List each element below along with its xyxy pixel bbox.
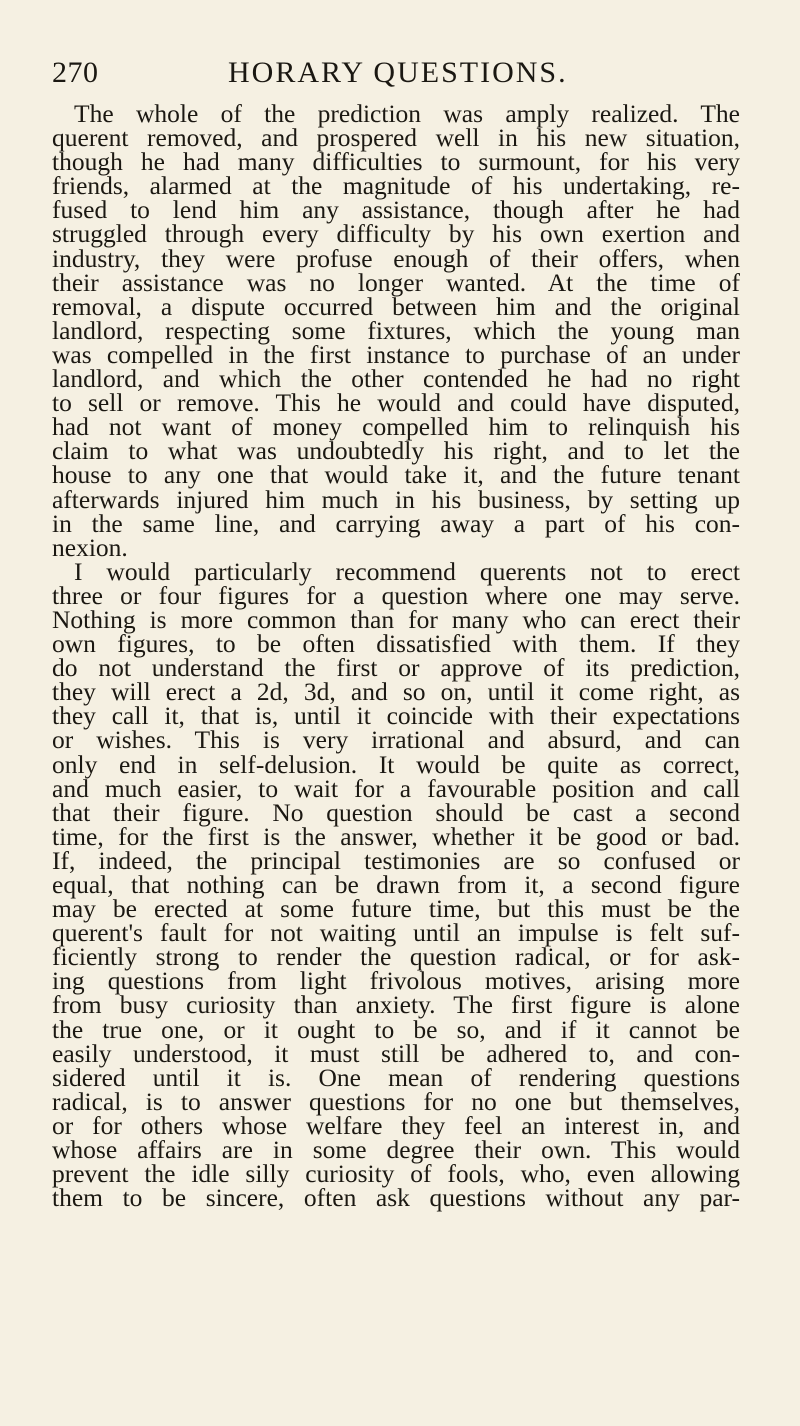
paragraph-line: friends, alarmed at the magnitude of his undertaking, re- — [52, 171, 740, 201]
paragraph-line: whose affairs are in some degree their own. This would — [52, 1135, 740, 1165]
paragraph-line: querent removed, and prospered well in his new situation, — [52, 123, 740, 153]
paragraph-line: house to any one that would take it, and the future tenant — [52, 460, 740, 490]
paragraph-line: nexion. — [52, 532, 128, 562]
paragraph-line: fused to lend him any assistance, though after he had — [52, 195, 740, 225]
page-number: 270 — [52, 56, 99, 89]
paragraph-line: claim to what was undoubtedly his right, and to let the — [52, 436, 740, 466]
paragraph-line: ing questions from light frivolous motives, arising more — [52, 966, 740, 996]
paragraph-line: they will erect a 2d, 3d, and so on, until it come right, as — [52, 677, 740, 707]
paragraph-line: may be erected at some future time, but this must be the — [52, 894, 740, 924]
paragraph-line: had not want of money compelled him to relinquish his — [52, 412, 740, 442]
paragraph-line: do not understand the first or approve of its prediction, — [52, 653, 740, 683]
paragraph-line: sidered until it is. One mean of rendering questions — [52, 1062, 740, 1092]
paragraph-line: only end in self-delusion. It would be quite as correct, — [52, 749, 740, 779]
paragraph-line: the true one, or it ought to be so, and if it cannot be — [52, 1014, 740, 1044]
paragraph-line: The whole of the prediction was amply realized. The — [74, 99, 740, 128]
paragraph-line: easily understood, it must still be adhered to, and con- — [52, 1038, 740, 1068]
paragraph-line: from busy curiosity than anxiety. The first figure is alone — [52, 990, 740, 1020]
paragraph-line: querent's fault for not waiting until an impulse is felt suf- — [52, 918, 740, 948]
paragraph-line: or wishes. This is very irrational and absurd, and can — [52, 725, 740, 755]
paragraph-line: three or four figures for a question where one may serve. — [52, 580, 740, 610]
paragraph-line: I would particularly recommend querents not to erect — [74, 556, 740, 586]
paragraph-line: industry, they were profuse enough of their offers, when — [52, 243, 740, 273]
paragraph-line: and much easier, to wait for a favourable position and call — [52, 773, 740, 803]
paragraph-line: or for others whose welfare they feel an interest in, and — [52, 1110, 740, 1140]
paragraph-line: Nothing is more common than for many who can erect their — [52, 604, 740, 634]
paragraph-line: landlord, and which the other contended he had no right — [52, 364, 740, 394]
paragraph-line: equal, that nothing can be drawn from it, a second figure — [52, 870, 740, 899]
paragraph-line: own figures, to be often dissatisfied with them. If they — [52, 629, 740, 659]
paragraph-line: their assistance was no longer wanted. At the time of — [52, 267, 740, 297]
paragraph-line: If, indeed, the principal testimonies are so confused or — [52, 845, 740, 875]
paragraph-line: them to be sincere, often ask questions without any par- — [52, 1183, 740, 1213]
paragraph-line: time, for the first is the answer, whether it be good or bad. — [52, 821, 740, 851]
running-head — [52, 56, 748, 96]
paragraph-line: that their figure. No question should be cast a second — [52, 797, 740, 827]
paragraph-line: radical, is to answer questions for no one but themselves, — [52, 1086, 740, 1116]
paragraph-line: in the same line, and carrying away a part of his con- — [52, 508, 740, 538]
paragraph-line: prevent the idle silly curiosity of fools, who, even allowing — [52, 1159, 740, 1189]
paragraph-line: to sell or remove. This he would and could have disputed, — [52, 388, 740, 418]
running-title: HORARY QUESTIONS. — [228, 56, 568, 89]
paragraph-line: ficiently strong to render the question radical, or for ask- — [52, 942, 740, 972]
paragraph-line: they call it, that is, until it coincide with their expectations — [52, 701, 740, 731]
paragraph-line: though he had many difficulties to surmount, for his very — [52, 147, 740, 177]
paragraph-line: struggled through every difficulty by his own exertion and — [52, 219, 740, 249]
paragraph-line: was compelled in the first instance to purchase of an under — [52, 339, 740, 369]
paragraph-line: afterwards injured him much in his business, by setting up — [52, 484, 740, 514]
paragraph-line: removal, a dispute occurred between him and the original — [52, 291, 740, 321]
paragraph-line: landlord, respecting some fixtures, which the young man — [52, 315, 740, 345]
body-text — [52, 99, 740, 1213]
